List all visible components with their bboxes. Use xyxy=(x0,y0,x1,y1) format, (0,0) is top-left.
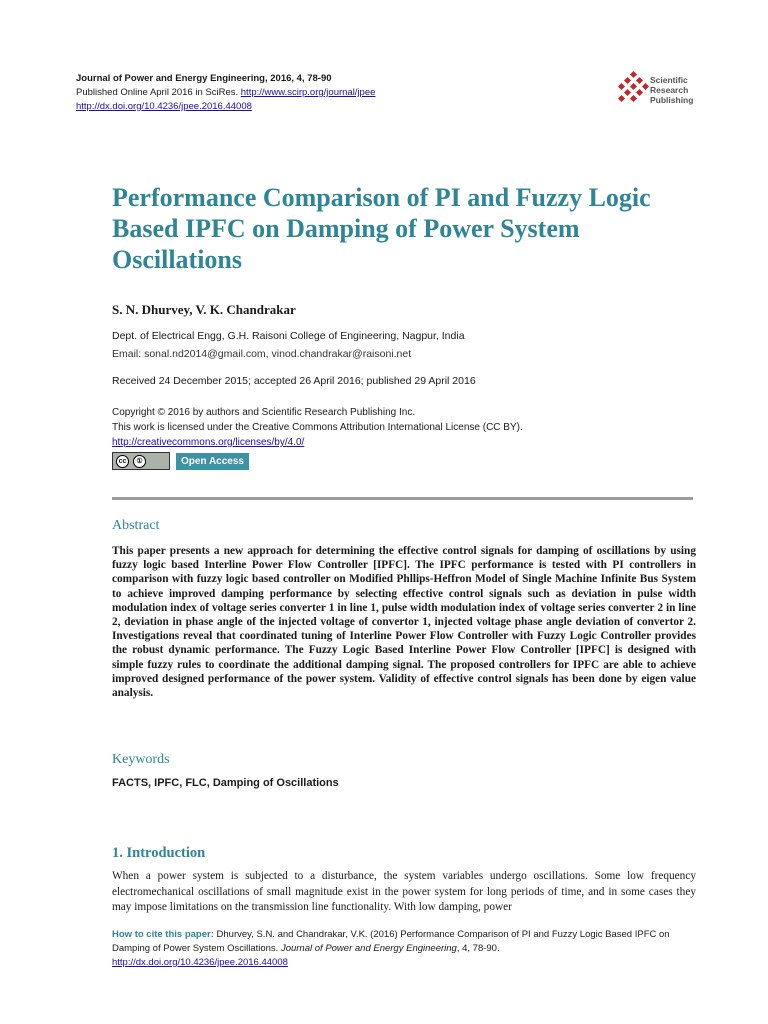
citation-journal: Journal of Power and Energy Engineering xyxy=(280,943,457,954)
published-text: Published Online April 2016 in SciRes. xyxy=(76,87,239,98)
abstract-heading: Abstract xyxy=(112,518,160,533)
affiliation: Dept. of Electrical Engg, G.H. Raisoni College of Engineering, Nagpur, India xyxy=(112,330,465,342)
citation-volume: , 4, 78-90. xyxy=(456,943,500,954)
authors: S. N. Dhurvey, V. K. Chandrakar xyxy=(112,302,296,317)
email: Email: sonal.nd2014@gmail.com, vinod.chandrakar@raisoni.net xyxy=(112,348,412,360)
journal-link[interactable]: http://www.scirp.org/journal/jpee xyxy=(240,87,376,98)
doi-link[interactable]: http://dx.doi.org/10.4236/jpee.2016.44008 xyxy=(76,101,252,112)
citation-text: Dhurvey, S.N. and Chandrakar, V.K. (2016) Performance Comparison of PI and Fuzzy Logic Based IPFC on Damping of Power System Oscillations. xyxy=(112,929,670,954)
publication-line xyxy=(76,86,375,100)
cc-by-badge[interactable] xyxy=(112,452,170,470)
section-divider xyxy=(112,497,693,500)
journal-header xyxy=(76,72,375,114)
introduction-text: When a power system is subjected to a disturbance, the system variables undergo oscillations. Some low frequency electromechanical oscillations of small magnitude exist in the power system for long periods of time, and in some cases they may impose limitations on the transmission line functionality. With low damping, power xyxy=(112,870,696,913)
keywords-text: FACTS, IPFC, FLC, Damping of Oscillations xyxy=(112,777,339,789)
open-access-badge: Open Access xyxy=(176,453,249,470)
citation-label: How to cite this paper: xyxy=(112,929,214,940)
license-badges xyxy=(112,452,249,470)
copyright-block xyxy=(112,405,523,450)
license-line: This work is licensed under the Creative Commons Attribution International License (CC BY). xyxy=(112,422,523,433)
by-icon: ① xyxy=(133,455,146,468)
introduction-heading: 1. Introduction xyxy=(112,845,206,861)
received-dates: Received 24 December 2015; accepted 26 April 2016; published 29 April 2016 xyxy=(112,375,476,387)
license-link[interactable]: http://creativecommons.org/licenses/by/4.0/ xyxy=(112,437,305,448)
cc-icon: cc xyxy=(116,455,129,468)
publisher-name: Scientific Research Publishing xyxy=(650,75,694,105)
affiliation-block xyxy=(112,327,465,363)
journal-citation: Journal of Power and Energy Engineering, 2016, 4, 78-90 xyxy=(76,73,332,84)
keywords-heading: Keywords xyxy=(112,752,170,767)
citation-block xyxy=(112,928,702,970)
citation-doi-link[interactable]: http://dx.doi.org/10.4236/jpee.2016.44008 xyxy=(112,957,288,968)
copyright-line: Copyright © 2016 by authors and Scientific Research Publishing Inc. xyxy=(112,407,416,418)
paper-title: Performance Comparison of PI and Fuzzy Logic Based IPFC on Damping of Power System Oscillations xyxy=(112,183,651,274)
abstract-text: This paper presents a new approach for determining the effective control signals for damping of oscillations by using fuzzy logic based Interline Power Flow Controller [IPFC]. The IPFC performance is tested with PI controllers in comparison with fuzzy logic based controller on Modified Phllips-Heffron Model of Single Machine Infinite Bus System to achieve improved damping performance by selecting effective control signals such as deviation in pulse width modulation index of voltage series converter 1 in line 1, pulse width modulation index of voltage series converter 2 in line 2, deviation in phase angle of the injected voltage of convertor 1, injected voltage phase angle deviation of convertor 2. Investigations reveal that coordinated tuning of Interline Power Flow Controller with Fuzzy Logic Controller provides the robust dynamic performance. The Fuzzy Logic Based Interline Power Flow Controller [IPFC] is designed with simple fuzzy rules to coordinate the additional damping signal. The proposed controllers for IPFC are able to achieve improved designed performance of the power system. Validity of effective control signals has been done by eigen value analysis. xyxy=(112,545,696,700)
